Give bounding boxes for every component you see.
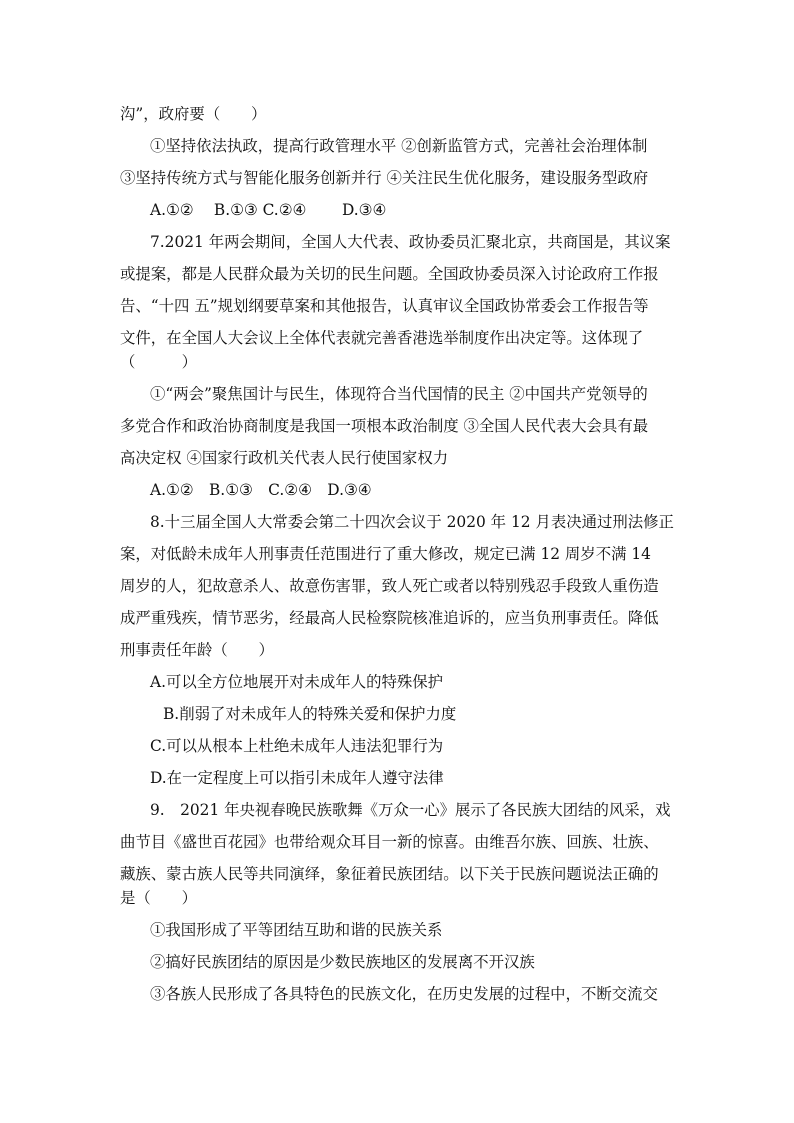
q8-stem-line: 刑事责任年龄（ ）: [120, 641, 274, 659]
q7-stem-line: 7.2021 年两会期间，全国人大代表、政协委员汇聚北京，共商国是，其议案: [150, 233, 671, 251]
q8-choice-c: C.可以从根本上杜绝未成年人违法犯罪行为: [150, 737, 444, 755]
q8-stem-line: 8.十三届全国人大常委会第二十四次会议于 2020 年 12 月表决通过刑法修正: [150, 513, 674, 531]
q8-choice-d: D.在一定程度上可以指引未成年人遵守法律: [150, 769, 444, 787]
q7-stem-line: 或提案，都是人民群众最为关切的民生问题。全国政协委员深入讨论政府工作报: [120, 265, 659, 283]
q8-stem-line: 案，对低龄未成年人刑事责任范围进行了重大修改，规定已满 12 周岁不满 14: [120, 545, 651, 563]
q6-choices: A.①② B.①③ C.②④ D.③④: [150, 201, 387, 219]
q8-stem-line: 周岁的人，犯故意杀人、故意伤害罪，致人死亡或者以特别残忍手段致人重伤造: [120, 577, 659, 595]
q7-stem-line: 文件，在全国人大会议上全体代表就完善香港选举制度作出决定等。这体现了: [120, 329, 644, 347]
q6-option-line: ③坚持传统方式与智能化服务创新并行 ④关注民生优化服务，建设服务型政府: [120, 169, 649, 187]
q7-option-line: 多党合作和政治协商制度是我国一项根本政治制度 ③全国人民代表大会具有最: [120, 417, 649, 435]
q7-option-line: ①“两会”聚焦国计与民生，体现符合当代国情的民主 ②中国共产党领导的: [150, 385, 648, 403]
q7-answer-bracket: （ ）: [120, 353, 197, 371]
q9-stem-line: 是（ ）: [120, 889, 197, 907]
q7-option-line: 高决定权 ④国家行政机关代表人民行使国家权力: [120, 449, 449, 467]
q8-choice-b: B.削弱了对未成年人的特殊关爱和保护力度: [163, 705, 457, 723]
q9-stem-line: 藏族、蒙古族人民等共同演绎，象征着民族团结。以下关于民族问题说法正确的: [120, 865, 659, 883]
q7-choices: A.①② B.①③ C.②④ D.③④: [150, 481, 372, 499]
q7-stem-line: 告、“十四 五”规划纲要草案和其他报告，认真审议全国政协常委会工作报告等: [120, 297, 649, 315]
q8-choice-a: A.可以全方位地展开对未成年人的特殊保护: [150, 673, 444, 691]
q6-stem-tail: 沟”，政府要（ ）: [120, 105, 267, 123]
q9-option-line: ①我国形成了平等团结互助和谐的民族关系: [150, 921, 443, 939]
q9-option-line: ③各族人民形成了各具特色的民族文化，在历史发展的过程中，不断交流交: [150, 985, 658, 1003]
q9-stem-line: 曲节目《盛世百花园》也带给观众耳目一新的惊喜。由维吾尔族、回族、壮族、: [120, 833, 659, 851]
q8-stem-line: 成严重残疾，情节恶劣，经最高人民检察院核准追诉的，应当负刑事责任。降低: [120, 609, 659, 627]
q6-option-line: ①坚持依法执政，提高行政管理水平 ②创新监管方式，完善社会治理体制: [150, 137, 648, 155]
q9-option-line: ②搞好民族团结的原因是少数民族地区的发展离不开汉族: [150, 953, 535, 971]
q9-stem-line: 9. 2021 年央视春晚民族歌舞《万众一心》展示了各民族大团结的风采，戏: [150, 801, 671, 819]
